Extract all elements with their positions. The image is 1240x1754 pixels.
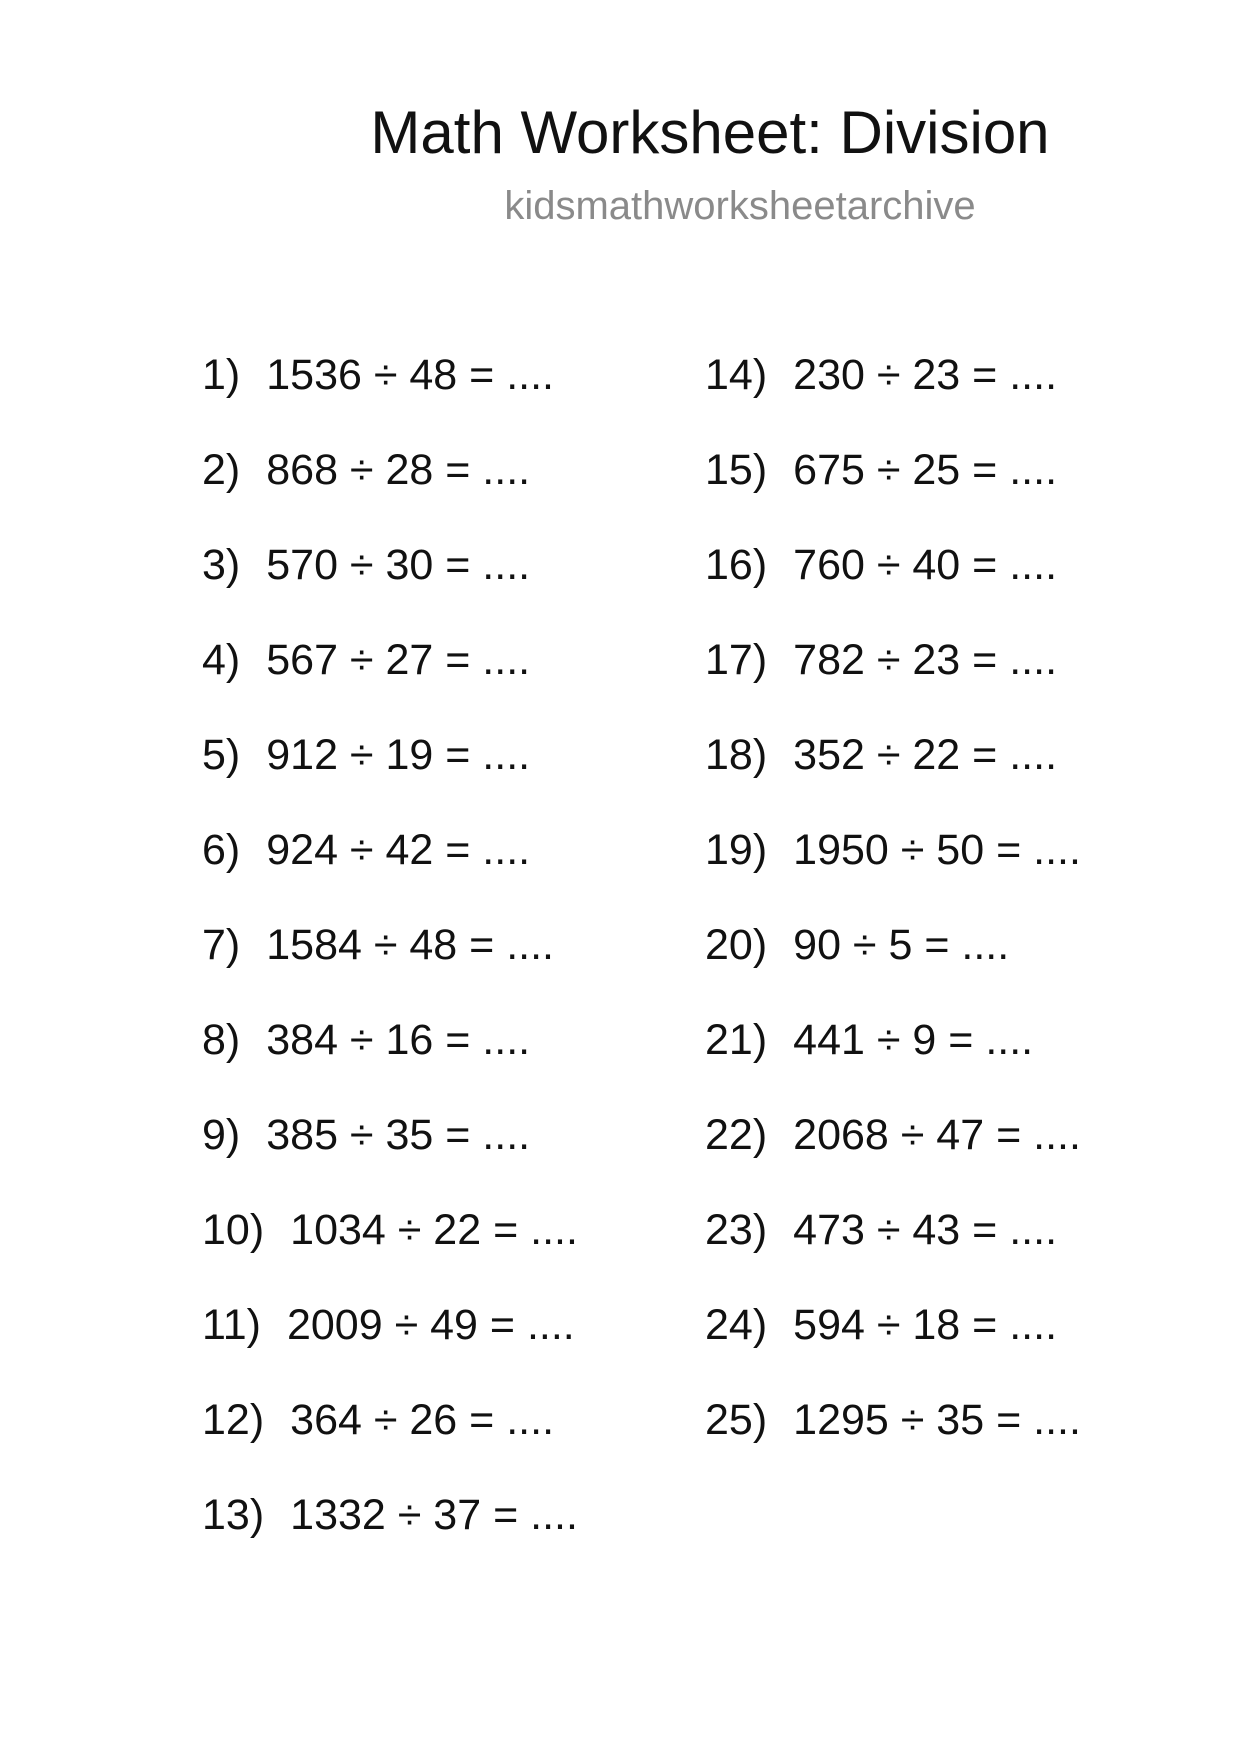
problem-number: 10) [202,1206,265,1254]
problem-column-right [705,349,1081,1489]
problem-number: 15) [705,446,768,494]
problem-item [202,1299,578,1394]
problem-number: 21) [705,1016,768,1064]
problem-item [705,1204,1081,1299]
problem-expression: 364 ÷ 26 = .... [290,1396,555,1444]
problem-item [202,1489,578,1584]
problem-expression: 90 ÷ 5 = .... [793,921,1010,969]
problem-item [705,1299,1081,1394]
problem-expression: 567 ÷ 27 = .... [266,636,531,684]
problem-item [202,444,578,539]
problem-expression: 230 ÷ 23 = .... [793,351,1058,399]
problem-expression: 384 ÷ 16 = .... [266,1016,531,1064]
problem-item [705,729,1081,824]
problem-item [202,919,578,1014]
problem-number: 8) [202,1016,241,1064]
problem-number: 23) [705,1206,768,1254]
problem-expression: 441 ÷ 9 = .... [793,1016,1034,1064]
problem-expression: 2009 ÷ 49 = .... [286,1301,575,1349]
problem-item [202,1204,578,1299]
problem-item [705,919,1081,1014]
problem-number: 1) [202,351,241,399]
problem-item [705,539,1081,634]
problem-item [202,1394,578,1489]
problem-item [705,349,1081,444]
problem-item [202,824,578,919]
problem-number: 24) [705,1301,768,1349]
problem-item [705,1109,1081,1204]
problem-item [202,729,578,824]
problem-item [202,539,578,634]
problem-expression: 570 ÷ 30 = .... [266,541,531,589]
problem-number: 20) [705,921,768,969]
problem-number: 7) [202,921,241,969]
problem-expression: 385 ÷ 35 = .... [266,1111,531,1159]
problem-item [705,634,1081,729]
problem-item [202,349,578,444]
problem-expression: 924 ÷ 42 = .... [266,826,531,874]
problem-expression: 594 ÷ 18 = .... [793,1301,1058,1349]
problem-number: 9) [202,1111,241,1159]
worksheet-title: Math Worksheet: Division [370,99,1050,166]
problem-item [202,1014,578,1109]
problem-number: 12) [202,1396,265,1444]
problem-number: 13) [202,1491,265,1539]
problem-column-left [202,349,578,1584]
problem-expression: 1295 ÷ 35 = .... [793,1396,1081,1444]
problem-number: 14) [705,351,768,399]
problem-expression: 912 ÷ 19 = .... [266,731,531,779]
problem-number: 16) [705,541,768,589]
problem-item [202,634,578,729]
problem-number: 17) [705,636,768,684]
problem-expression: 760 ÷ 40 = .... [793,541,1058,589]
problem-expression: 868 ÷ 28 = .... [266,446,531,494]
problem-number: 3) [202,541,241,589]
problem-expression: 1950 ÷ 50 = .... [793,826,1081,874]
problem-expression: 473 ÷ 43 = .... [793,1206,1058,1254]
problem-expression: 1034 ÷ 22 = .... [290,1206,578,1254]
worksheet-subtitle: kidsmathworksheetarchive [504,184,976,228]
problem-number: 2) [202,446,241,494]
problem-item [705,824,1081,919]
problem-item [705,1394,1081,1489]
problem-number: 19) [705,826,768,874]
problem-number: 11) [202,1301,261,1349]
problem-number: 18) [705,731,768,779]
problem-expression: 1332 ÷ 37 = .... [290,1491,578,1539]
problem-number: 6) [202,826,241,874]
problem-item [705,1014,1081,1109]
problem-item [705,444,1081,539]
problem-expression: 2068 ÷ 47 = .... [793,1111,1081,1159]
problem-expression: 1536 ÷ 48 = .... [266,351,555,399]
problem-expression: 782 ÷ 23 = .... [793,636,1058,684]
problem-expression: 1584 ÷ 48 = .... [266,921,555,969]
problem-expression: 352 ÷ 22 = .... [793,731,1058,779]
problem-item [202,1109,578,1204]
problem-number: 4) [202,636,241,684]
problem-number: 5) [202,731,241,779]
problem-number: 22) [705,1111,768,1159]
problem-expression: 675 ÷ 25 = .... [793,446,1058,494]
problem-number: 25) [705,1396,768,1444]
